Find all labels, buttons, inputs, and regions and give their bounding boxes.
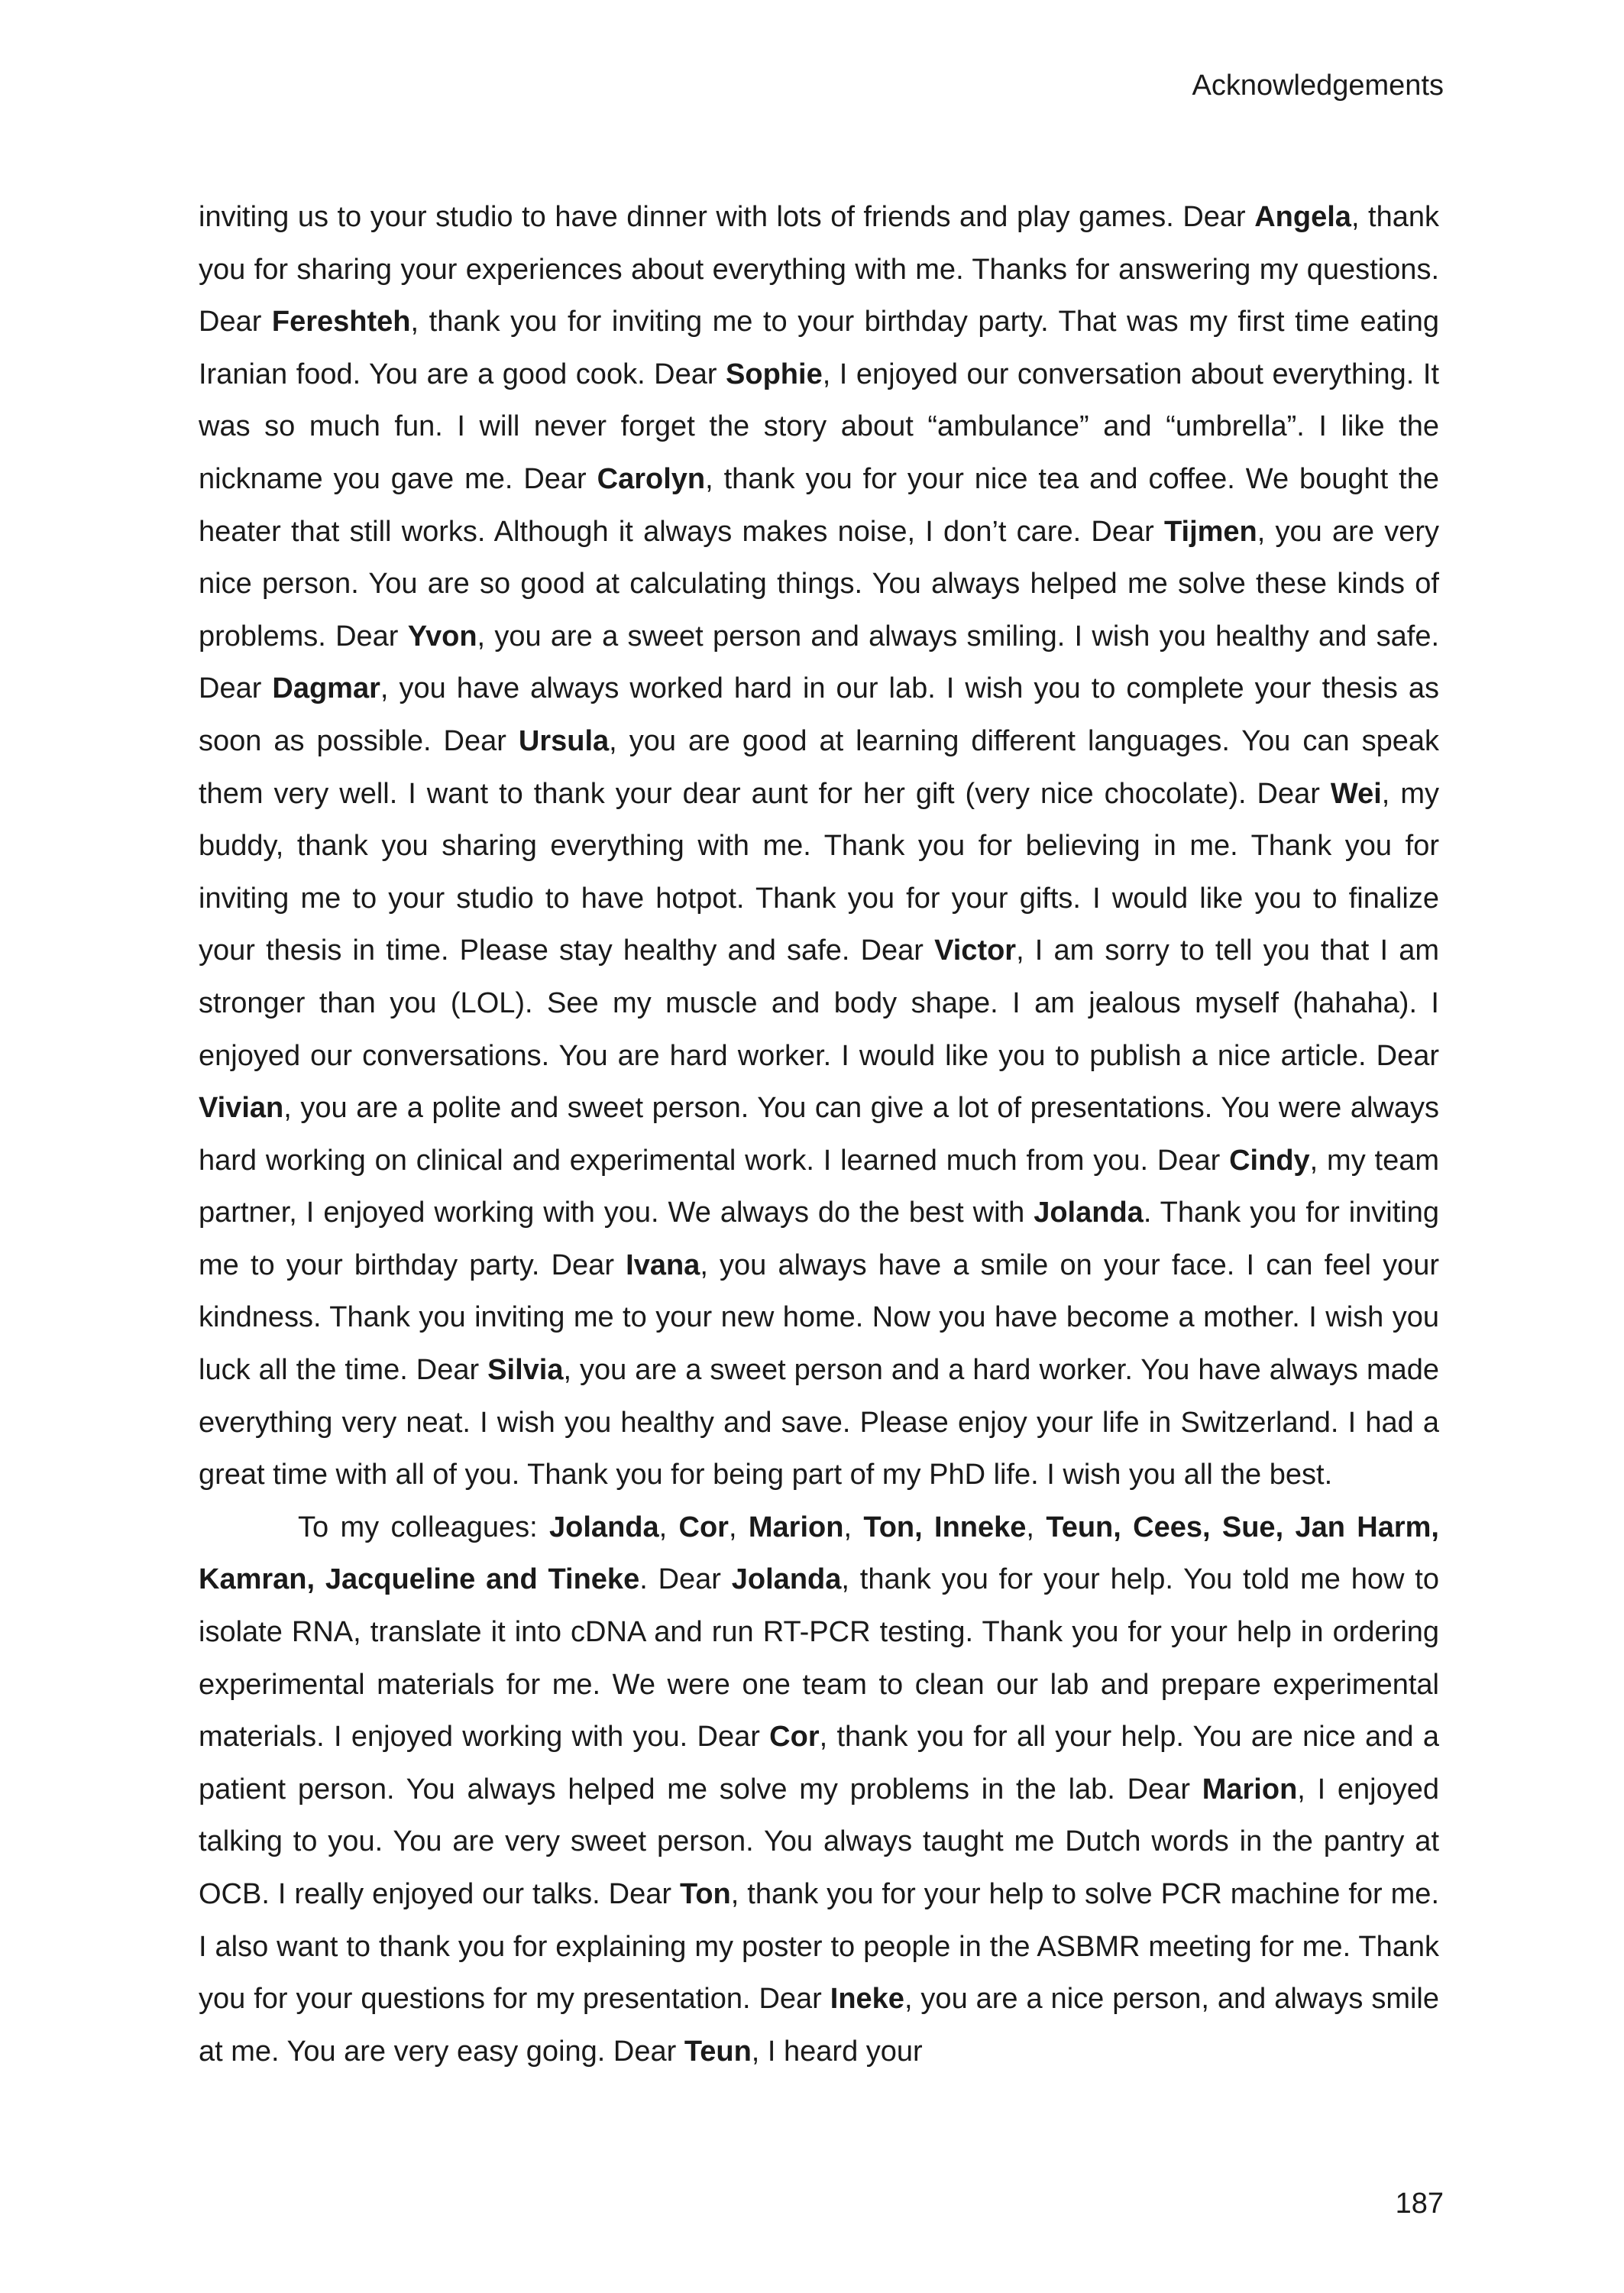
text-run: , thank you for your nice tea and coffee. We bought the heater that still works. Although it always makes noise, I don’t care. Dear	[199, 462, 1439, 548]
text-run: . Thank you for inviting me to your birthday party. Dear	[199, 1197, 1439, 1281]
text-run: . Dear	[639, 1563, 732, 1596]
text-run: To my colleagues:	[298, 1511, 550, 1543]
bold-name: Ton	[679, 1878, 731, 1910]
text-run: ,	[658, 1511, 679, 1543]
text-run: , thank you for sharing your experiences about everything with me. Thanks for answering my questions. Dear	[199, 201, 1439, 338]
text-run: , my buddy, thank you sharing everything with me. Thank you for believing in me. Thank you for inviting me to your studio to have hotpot. Thank you for your gifts. I would like you to finalize your thesis in time. Please stay healthy and safe. Dear	[199, 777, 1439, 967]
bold-name: Yvon	[407, 620, 477, 653]
body-text	[199, 191, 1439, 2078]
text-run: , I am sorry to tell you that I am stronger than you (LOL). See my muscle and body shape. I am jealous myself (hahaha). I enjoyed our conversations. You are hard worker. I would like you to publish a nice article. Dear	[199, 934, 1439, 1072]
text-run: , thank you for inviting me to your birthday party. That was my first time eating Iranian food. You are a good cook. Dear	[199, 306, 1439, 390]
bold-name: Vivian	[199, 1092, 284, 1125]
text-run: , you are very nice person. You are so good at calculating things. You always helped me solve these kinds of problems. Dear	[199, 515, 1439, 653]
text-run: inviting us to your studio to have dinner with lots of friends and play games. Dear	[199, 201, 1255, 233]
text-run: , you are a nice person, and always smile at me. You are very easy going. Dear	[199, 1983, 1439, 2068]
text-run: ,	[1026, 1511, 1047, 1543]
text-run: , you are good at learning different languages. You can speak them very well. I want to thank your dear aunt for her gift (very nice chocolate). Dear	[199, 724, 1440, 810]
bold-name: Silvia	[487, 1354, 564, 1387]
bold-name: Jolanda	[549, 1511, 659, 1543]
bold-name: Carolyn	[597, 462, 706, 495]
text-run: , thank you for your help. You told me how to isolate RNA, translate it into cDNA and run RT-PCR testing. Thank you for your help in ordering experimental materials for me. We were one team to clean our lab and prepare experimental materials. I enjoyed working with you. Dear	[199, 1563, 1439, 1754]
paragraph	[199, 191, 1439, 1501]
text-run: , you are a sweet person and a hard worker. You have always made everything very neat. I wish you healthy and save. Please enjoy your life in Switzerland. I had a great time with all of you. Thank you for being part of my PhD life. I wish you all the best.	[199, 1354, 1439, 1491]
bold-name: Cindy	[1229, 1144, 1310, 1177]
bold-name: Angela	[1254, 201, 1351, 233]
text-run: , you always have a smile on your face. I can feel your kindness. Thank you inviting me to your new home. Now you have become a mother. I wish you luck all the time. Dear	[199, 1249, 1439, 1387]
bold-name: Victor	[934, 934, 1017, 967]
text-run: ,	[843, 1511, 864, 1543]
text-run: , you are a polite and sweet person. You can give a lot of presentations. You were always hard working on clinical and experimental work. I learned much from you. Dear	[199, 1092, 1439, 1177]
text-run: , I enjoyed our conversation about everything. It was so much fun. I will never forget the story about “ambulance” and “umbrella”. I like the nickname you gave me. Dear	[199, 358, 1439, 495]
bold-name: Dagmar	[272, 672, 380, 705]
bold-name: Cor	[678, 1511, 729, 1543]
text-run: , you are a sweet person and always smiling. I wish you healthy and safe. Dear	[199, 620, 1440, 705]
bold-name: Sophie	[726, 358, 823, 390]
text-run: , my team partner, I enjoyed working with you. We always do the best with	[199, 1144, 1439, 1229]
text-run: ,	[728, 1511, 749, 1543]
paragraph	[199, 1501, 1439, 2078]
bold-name: Teun	[684, 2035, 752, 2068]
bold-name: Ursula	[518, 724, 610, 757]
running-header: Acknowledgements	[1192, 70, 1444, 102]
text-run: , I enjoyed talking to you. You are very sweet person. You always taught me Dutch words in the pantry at OCB. I really enjoyed our talks. Dear	[199, 1773, 1440, 1910]
text-run: , I heard your	[751, 2035, 923, 2068]
page-number: 187	[1395, 2188, 1444, 2220]
text-run: , thank you for your help to solve PCR machine for me. I also want to thank you for explaining my poster to people in the ASBMR meeting for me. Thank you for your questions for my presentation. Dear	[199, 1878, 1439, 2016]
bold-name: Ineke	[830, 1983, 904, 2016]
bold-name: Fereshteh	[271, 306, 411, 338]
bold-name: Tijmen	[1163, 515, 1257, 548]
bold-name: Ivana	[626, 1249, 700, 1281]
bold-name: Marion	[1202, 1773, 1298, 1806]
text-run: , thank you for all your help. You are nice and a patient person. You always helped me solve my problems in the lab. Dear	[199, 1721, 1439, 1806]
bold-name: Jolanda	[1034, 1197, 1144, 1229]
bold-name: Jolanda	[731, 1563, 842, 1596]
bold-name: Cor	[769, 1721, 820, 1754]
bold-name: Marion	[748, 1511, 844, 1543]
text-run: , you have always worked hard in our lab. I wish you to complete your thesis as soon as possible. Dear	[199, 672, 1439, 757]
bold-name: Ton, Inneke	[863, 1511, 1027, 1543]
bold-name: Teun, Cees, Sue, Jan Harm, Kamran, Jacqueline and Tineke	[199, 1511, 1439, 1596]
bold-name: Wei	[1330, 777, 1382, 810]
